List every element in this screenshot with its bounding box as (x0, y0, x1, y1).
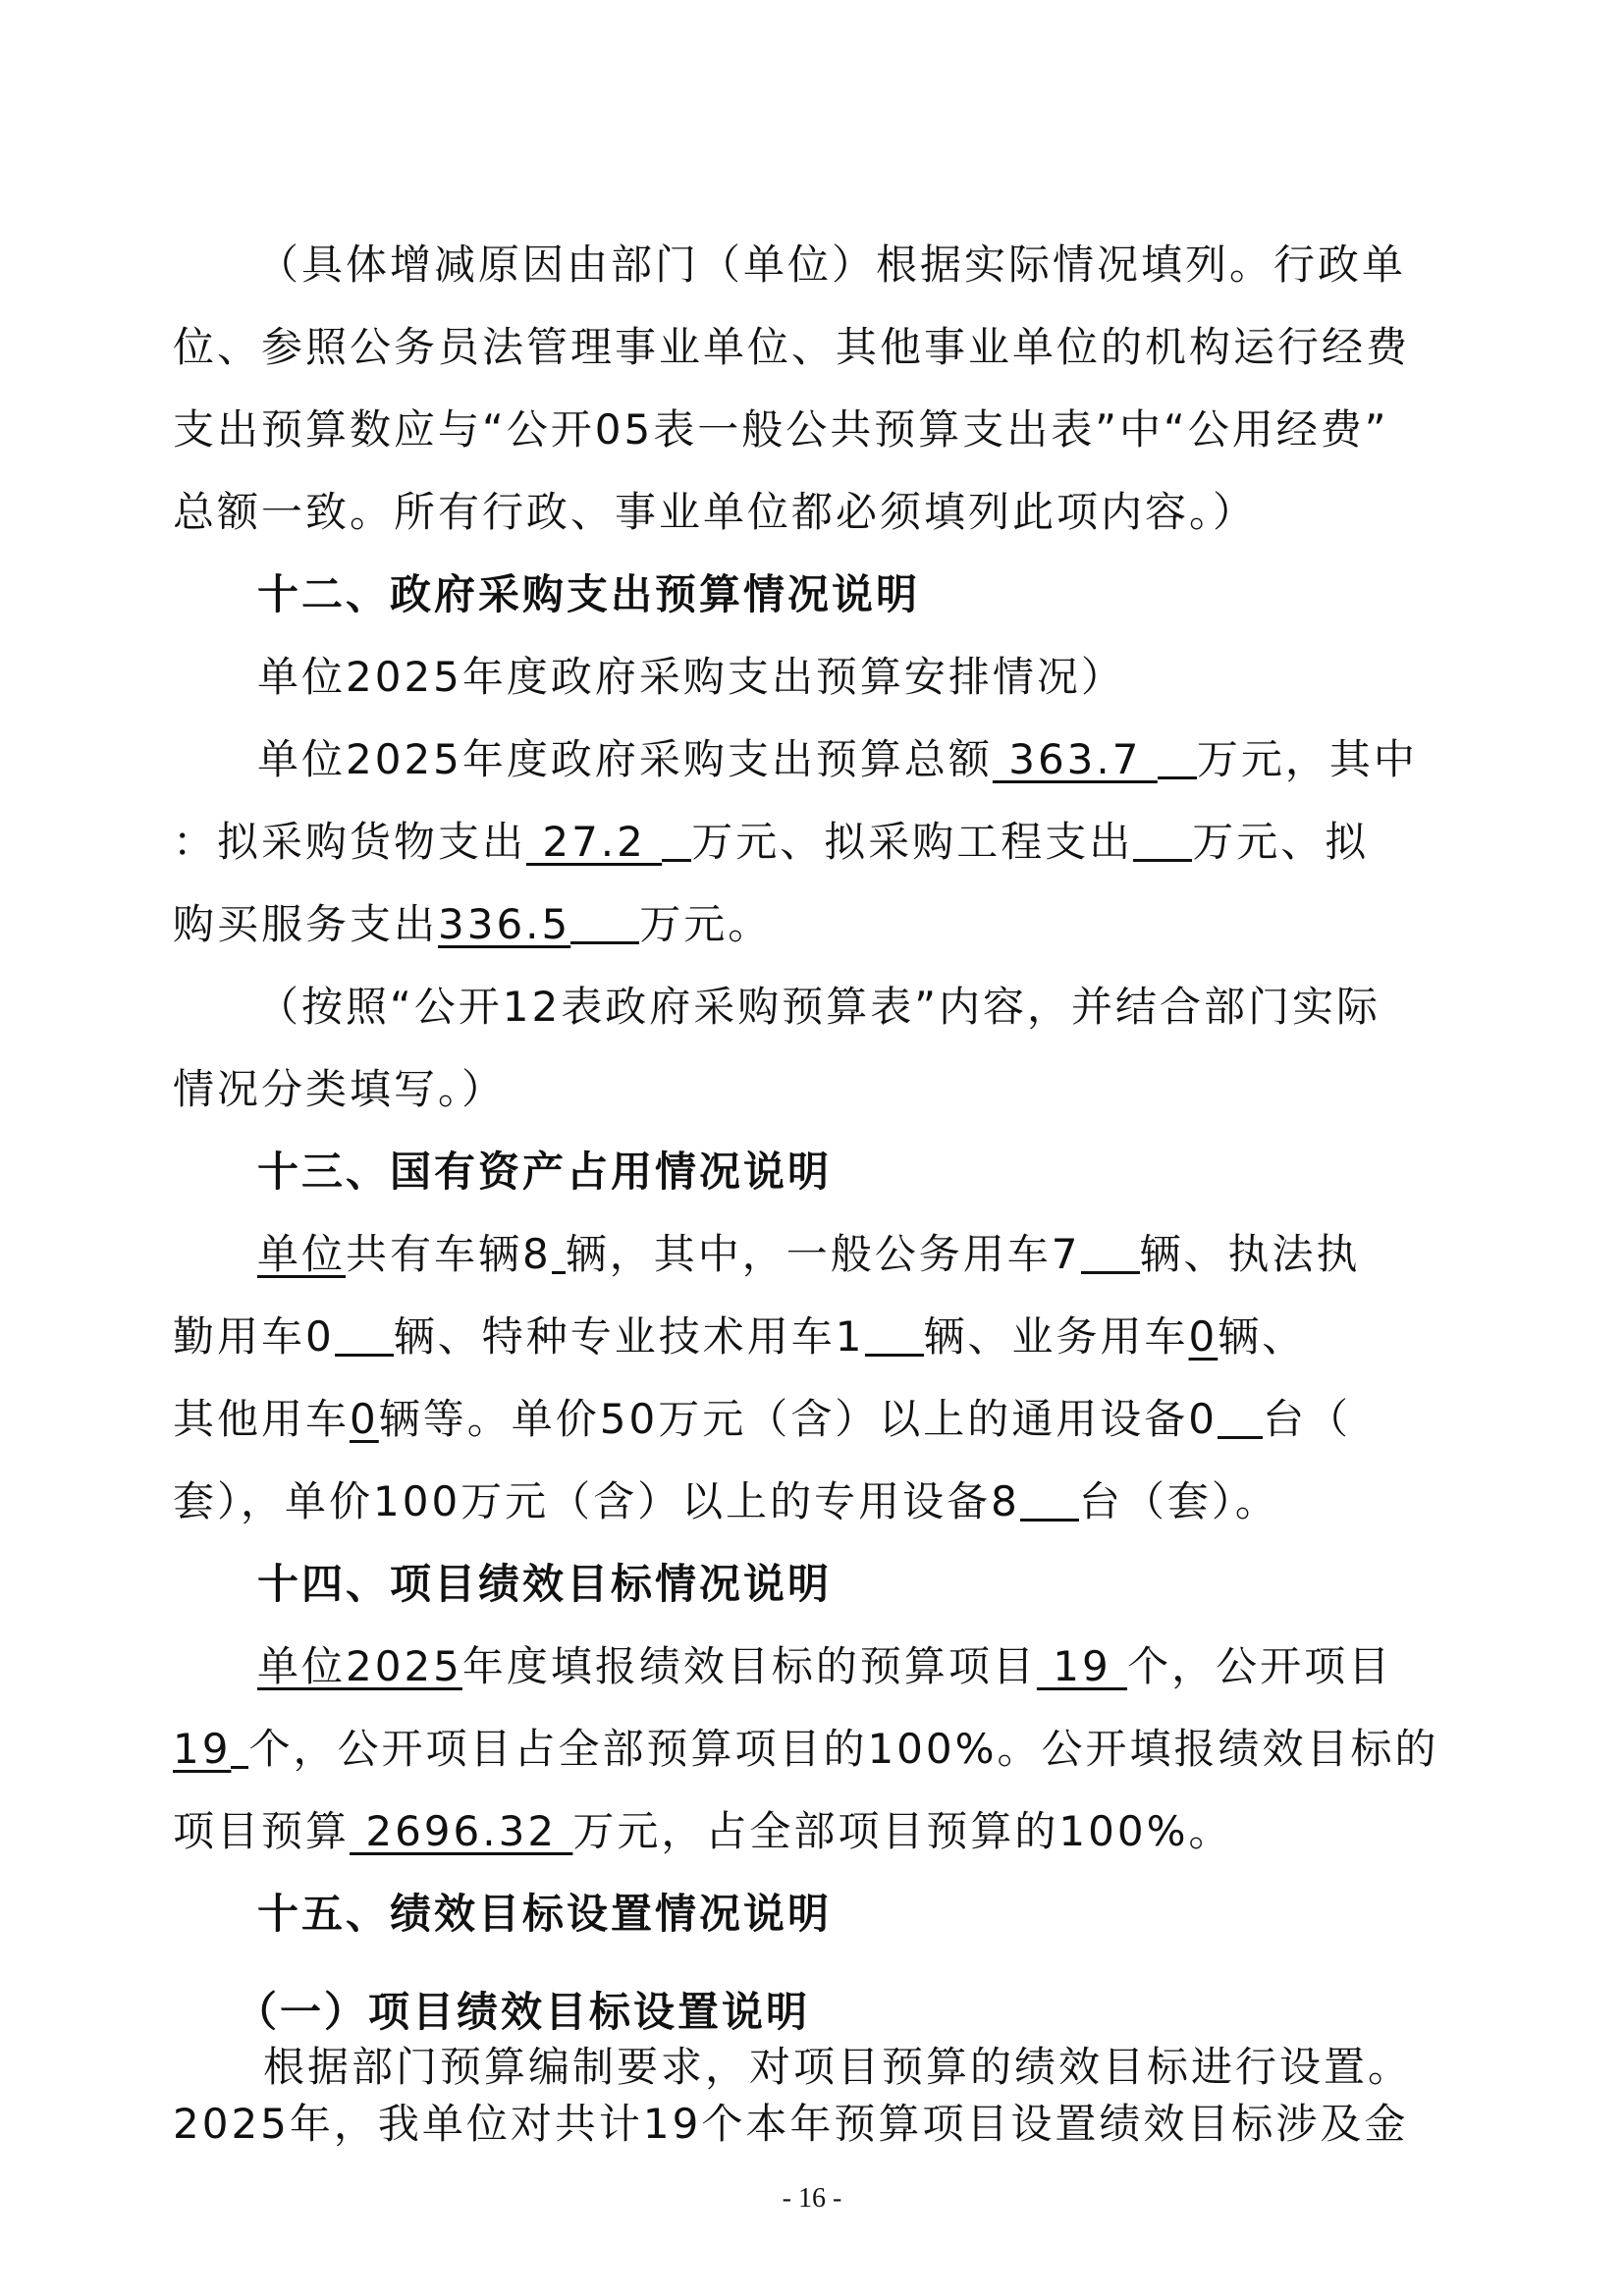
assets-line-2: 勤用车0 辆、特种专业技术用车1 辆、业务用车0辆、 (173, 1312, 1307, 1361)
section-heading-15: 十五、绩效目标设置情况说明 (257, 1890, 833, 1938)
budget-projects-value: 19 (1036, 1642, 1128, 1690)
paragraph-line: 根据部门预算编制要求，对项目预算的绩效目标进行设置。 (263, 2043, 1413, 2091)
blank-underline (1081, 1230, 1140, 1274)
assets-line-3: 其他用车0辆等。单价50万元（含）以上的通用设备0 台（ (173, 1395, 1351, 1443)
procurement-line-1: 单位2025年度政府采购支出预算总额 363.7 万元，其中 (257, 735, 1418, 783)
other-vehicles-value: 0 (350, 1395, 379, 1443)
paragraph-line: （按照“公开12表政府采购预算表”内容，并结合部门实际 (257, 983, 1380, 1031)
procurement-services-value: 336.5 (438, 900, 571, 948)
project-budget-amount-value: 2696.32 (350, 1807, 573, 1855)
blank-underline (231, 1725, 248, 1769)
official-vehicles-value: 7 (1051, 1230, 1081, 1278)
blank-underline (335, 1312, 394, 1357)
subsection-heading-15-1: （一）项目绩效目标设置说明 (236, 1988, 811, 2036)
page-number: - 16 - (782, 2183, 842, 2214)
blank-underline (1133, 818, 1192, 862)
paragraph-line: 情况分类填写。） (173, 1065, 507, 1113)
paragraph-line: 总额一致。所有行政、事业单位都必须填列此项内容。） (173, 488, 1258, 536)
assets-line-4: 套），单价100万元（含）以上的专用设备8 台（套）。 (173, 1477, 1279, 1525)
procurement-goods-value: 27.2 (526, 818, 663, 866)
blank-underline (570, 900, 639, 944)
special-vehicles-value: 1 (835, 1312, 865, 1361)
performance-line-2: 19 个，公开项目占全部预算项目的100%。公开填报绩效目标的 (173, 1725, 1439, 1773)
paragraph-line: 2025年，我单位对共计19个本年预算项目设置绩效目标涉及金 (173, 2100, 1409, 2148)
paragraph-line: 位、参照公务员法管理事业单位、其他事业单位的机构运行经费 (173, 323, 1411, 371)
blank-underline (1218, 1395, 1263, 1439)
section-heading-13: 十三、国有资产占用情况说明 (257, 1148, 833, 1196)
blank-underline (552, 1230, 566, 1274)
blank-underline (662, 818, 691, 862)
blank-underline (865, 1312, 924, 1357)
section-heading-14: 十四、项目绩效目标情况说明 (257, 1560, 833, 1608)
vehicles-total-value: 8 (522, 1230, 552, 1278)
procurement-total-value: 363.7 (992, 735, 1158, 783)
assets-line-1: 单位共有车辆8 辆，其中，一般公务用车7 辆、执法执 (257, 1230, 1361, 1278)
law-vehicles-value: 0 (305, 1312, 335, 1361)
paragraph-line: 支出预算数应与“公开05表一般公共预算支出表”中“公用经费” (173, 405, 1389, 454)
business-vehicles-value: 0 (1188, 1312, 1218, 1361)
special-equipment-value: 8 (991, 1477, 1020, 1525)
blank-underline (1020, 1477, 1079, 1522)
procurement-line-3: 购买服务支出336.5 万元。 (173, 900, 773, 948)
procurement-line-2: ：拟采购货物支出 27.2 万元、拟采购工程支出 万元、拟 (173, 818, 1370, 866)
section-heading-12: 十二、政府采购支出预算情况说明 (257, 570, 921, 618)
paragraph-line: （具体增减原因由部门（单位）根据实际情况填列。行政单 (257, 240, 1407, 289)
performance-line-1: 单位2025年度填报绩效目标的预算项目 19 个，公开项目 (257, 1642, 1393, 1690)
section-subtitle-12: 单位2025年度政府采购支出预算安排情况） (257, 653, 1125, 701)
public-projects-value: 19 (173, 1725, 232, 1773)
performance-line-3: 项目预算 2696.32 万元，占全部项目预算的100%。 (173, 1807, 1233, 1855)
general-equipment-value: 0 (1188, 1395, 1218, 1443)
blank-underline (1158, 735, 1197, 779)
